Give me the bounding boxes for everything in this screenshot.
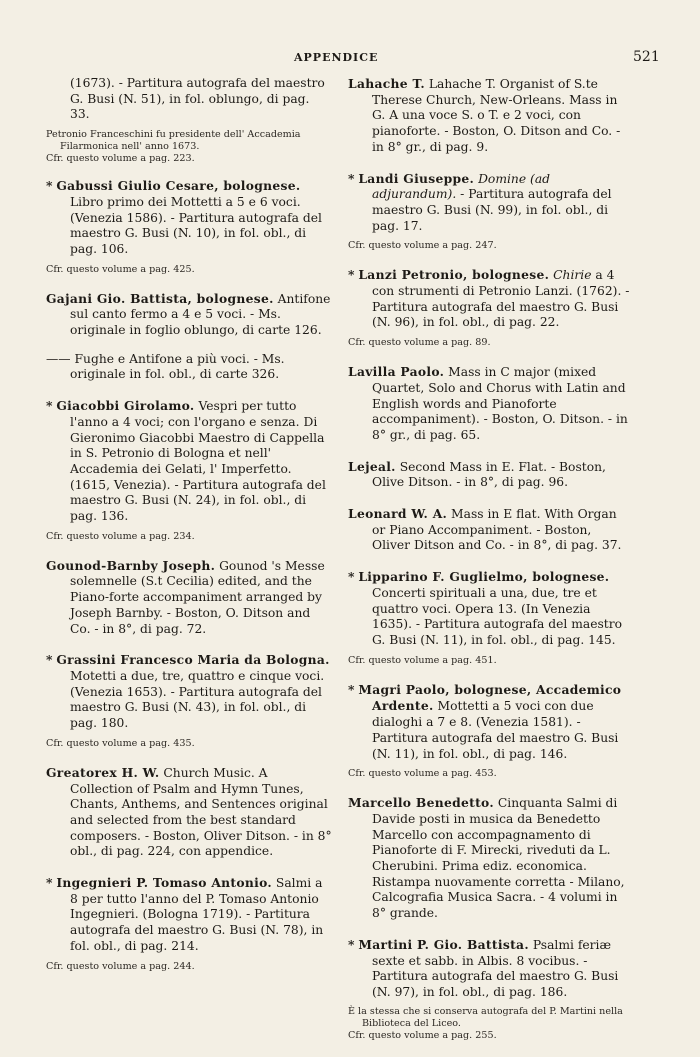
entry-heading: Gounod-Barnby Joseph. (46, 557, 216, 573)
entry-text (46, 398, 332, 525)
entry-title: Chirie (553, 268, 592, 283)
entry-text (348, 171, 632, 235)
entry-body: (1673). - Partitura autografa del maestro G. Busi (N. 51), in fol. oblungo, di pag. 33. (70, 76, 325, 122)
entry-heading: Gajani Gio. Battista, bolognese. (46, 290, 274, 306)
entry-body: Gounod 's Messe solemnelle (S.t Cecilia) edited, and the Piano-forte accompaniment arranged by Joseph Barnby. - Boston, O. Ditson and Co. - in 8°, di pag. 72. (70, 558, 325, 636)
entry-body: Antifone sul canto fermo a 4 e 5 voci. - Ms. originale in foglio oblungo, di carte 126. (70, 291, 331, 338)
entry-body: —— Fughe e Antifone a più voci. - Ms. originale in fol. obl., di carte 326. (46, 351, 285, 382)
entry-star: * (46, 398, 53, 414)
entry-heading: Giacobbi Girolamo. (56, 398, 195, 414)
entry-star: * (348, 170, 355, 186)
entry-heading: Lanzi Petronio, bolognese. (358, 267, 550, 283)
catalog-entry (46, 765, 332, 860)
catalog-entry (46, 352, 332, 383)
entry-heading: Leonard W. A. (348, 506, 448, 522)
entry-heading: Landi Giuseppe. (358, 170, 475, 186)
catalog-entry (348, 459, 632, 491)
catalog-entry (46, 558, 332, 638)
entry-body: Mass in C major (mixed Quartet, Solo and Chorus with Latin and English words and Pianoforte accompaniment). - Boston, O. Ditson. - in 8° gr., di pag. 65. (372, 365, 628, 442)
cross-reference: Cfr. questo volume a pag. 223. (46, 153, 195, 165)
entry-heading: Marcello Benedetto. (348, 795, 494, 811)
cross-reference: Cfr. questo volume a pag. 255. (348, 1029, 497, 1041)
entry-body: Church Music. A Collection of Psalm and Hymn Tunes, Chants, Anthems, and Sentences original and selected from the best standard composers. - Boston, Oliver Ditson. - in 8° obl., di pag. 224, con appendice. (70, 765, 332, 859)
entry-heading: Lipparino F. Guglielmo, bolognese. (358, 569, 610, 585)
entry-text (348, 267, 632, 331)
entry-body: Mass in E flat. With Organ or Piano Accompaniment. - Boston, Oliver Ditson and Co. - in 8°, di pag. 37. (372, 507, 622, 553)
entry-heading: Lavilla Paolo. (348, 364, 445, 380)
entry-text (348, 459, 632, 491)
entry-star: * (46, 178, 53, 194)
entry-text (348, 364, 632, 444)
entry-heading: Lahache T. (348, 76, 425, 91)
entry-text (46, 765, 332, 860)
catalog-entry (46, 652, 332, 750)
catalog-entry (348, 569, 632, 667)
entry-heading: Magri Paolo, bolognese, Accademico Ardente. (358, 681, 622, 714)
page-number: 521 (633, 49, 660, 65)
catalog-entry (348, 682, 632, 781)
entry-star: * (46, 875, 53, 891)
entry-text (46, 178, 332, 258)
entry-body: Concerti spirituali a una, due, tre et quattro voci. Opera 13. (In Venezia 1635). - Partitura autografa del maestro G. Busi (N. 11), in fol. obl., di pag. 145. (372, 585, 623, 647)
entry-heading: Martini P. Gio. Battista. (358, 936, 529, 952)
entry-body: - Partitura autografa del maestro G. Busi (N. 99), in fol. obl., di pag. 17. (372, 187, 612, 233)
catalog-entry (46, 875, 332, 973)
running-title: APPENDICE (294, 51, 379, 64)
running-header (0, 49, 700, 69)
entry-heading: Ingegnieri P. Tomaso Antonio. (56, 875, 272, 891)
entry-text (348, 682, 632, 763)
catalog-entry (348, 506, 632, 554)
entry-star: * (348, 267, 355, 283)
footnote: Petronio Franceschini fu presidente dell' Accademia Filarmonica nell' anno 1673. (46, 129, 301, 153)
entry-body: a 4 con strumenti di Petronio Lanzi. (1762). - Partitura autografa del maestro G. Busi (N. 96), in fol. obl., di pag. 22. (372, 268, 630, 330)
entry-body: Second Mass in E. Flat. - Boston, Olive Ditson. - in 8°, di pag. 96. (372, 459, 606, 490)
footnote: È la stessa che si conserva autografa del P. Martini nella Biblioteca del Liceo. (348, 1005, 623, 1029)
entry-text (348, 76, 632, 156)
catalog-entry (348, 267, 632, 349)
entry-title: Domine (ad adjurandum). (372, 171, 551, 202)
right-column (348, 76, 632, 1057)
entry-body: Salmi a 8 per tutto l'anno del P. Tomaso Antonio Ingegnieri. (Bologna 1719). - Partitura autografa del maestro G. Busi (N. 78), in fol. obl., di pag. 214. (70, 876, 324, 953)
cross-reference: Cfr. questo volume a pag. 244. (46, 960, 195, 972)
entry-heading: Gabussi Giulio Cesare, bolognese. (56, 178, 301, 194)
entry-body: Cinquanta Salmi di Davide posti in musica da Benedetto Marcello con accompagnamento di Pianoforte di F. Mirecki, riveduti da L. Cherubini. Prima ediz. economica. Ristampa nuovamente corretta - Milano, Calcografia Musica Sacra. - 4 volumi in 8° grande. (372, 796, 625, 921)
entry-heading: Greatorex H. W. (46, 764, 160, 780)
entry-text (348, 506, 632, 554)
cross-reference: Cfr. questo volume a pag. 89. (348, 337, 491, 349)
catalog-entry (348, 937, 632, 1042)
entry-text (46, 291, 332, 339)
entry-star: * (348, 569, 355, 585)
cross-reference: Cfr. questo volume a pag. 247. (348, 240, 497, 252)
catalog-entry (348, 171, 632, 253)
entry-text (46, 652, 332, 732)
cross-reference: Cfr. questo volume a pag. 234. (46, 530, 195, 542)
entry-star: * (46, 652, 53, 668)
entry-body: Psalmi feriæ sexte et sabb. in Albis. 8 vocibus. - Partitura autografa del maestro G. Busi (N. 97), in fol. obl., di pag. 186. (372, 937, 619, 999)
catalog-entry (46, 291, 332, 339)
catalog-entry (46, 398, 332, 543)
catalog-entry (348, 76, 632, 156)
cross-reference: Cfr. questo volume a pag. 425. (46, 263, 195, 275)
entry-body: Vespri per tutto l'anno a 4 voci; con l'organo e senza. Di Gieronimo Giacobbi Maestro di Cappella in S. Petronio di Bologna et nell' Accademia dei Gelati, l' Imperfetto. (1615, Venezia). - Partitura autografa del maestro G. Busi (N. 24), in fol. obl., di pag. 136. (70, 399, 326, 524)
entry-text (46, 558, 332, 638)
entry-text (348, 937, 632, 1001)
entry-star: * (348, 681, 355, 697)
catalog-entry (348, 364, 632, 444)
entry-text (46, 875, 332, 955)
cross-reference: Cfr. questo volume a pag. 451. (348, 654, 497, 666)
entry-body: Libro primo dei Mottetti a 5 e 6 voci. (Venezia 1586). - Partitura autografa del maestro G. Busi (N. 10), in fol. obl., di pag. 106. (70, 194, 322, 256)
catalog-entry (46, 178, 332, 276)
cross-reference: Cfr. questo volume a pag. 453. (348, 768, 497, 780)
entry-star: * (348, 936, 355, 952)
entry-text (348, 569, 632, 649)
left-column (46, 76, 332, 988)
entry-heading: Grassini Francesco Maria da Bologna. (56, 652, 330, 668)
cross-reference: Cfr. questo volume a pag. 435. (46, 737, 195, 749)
entry-body: Lahache T. Organist of S.te Therese Church, New-Orleans. Mass in G. A una voce S. o T. e 2 voci, con pianoforte. - Boston, O. Ditson and Co. - in 8° gr., di pag. 9. (372, 77, 621, 154)
entry-body: Mottetti a 5 voci con due dialoghi a 7 e 8. (Venezia 1581). - Partitura autografa del maestro G. Busi (N. 11), in fol. obl., di pag. 146. (372, 699, 619, 761)
entry-text (348, 795, 632, 922)
entry-heading: Lejeal. (348, 458, 396, 474)
entry-body: Motetti a due, tre, quattro e cinque voci. (Venezia 1653). - Partitura autografa del maestro G. Busi (N. 43), in fol. obl., di pag. 180. (70, 668, 325, 731)
catalog-entry (46, 76, 332, 165)
catalog-entry (348, 795, 632, 922)
